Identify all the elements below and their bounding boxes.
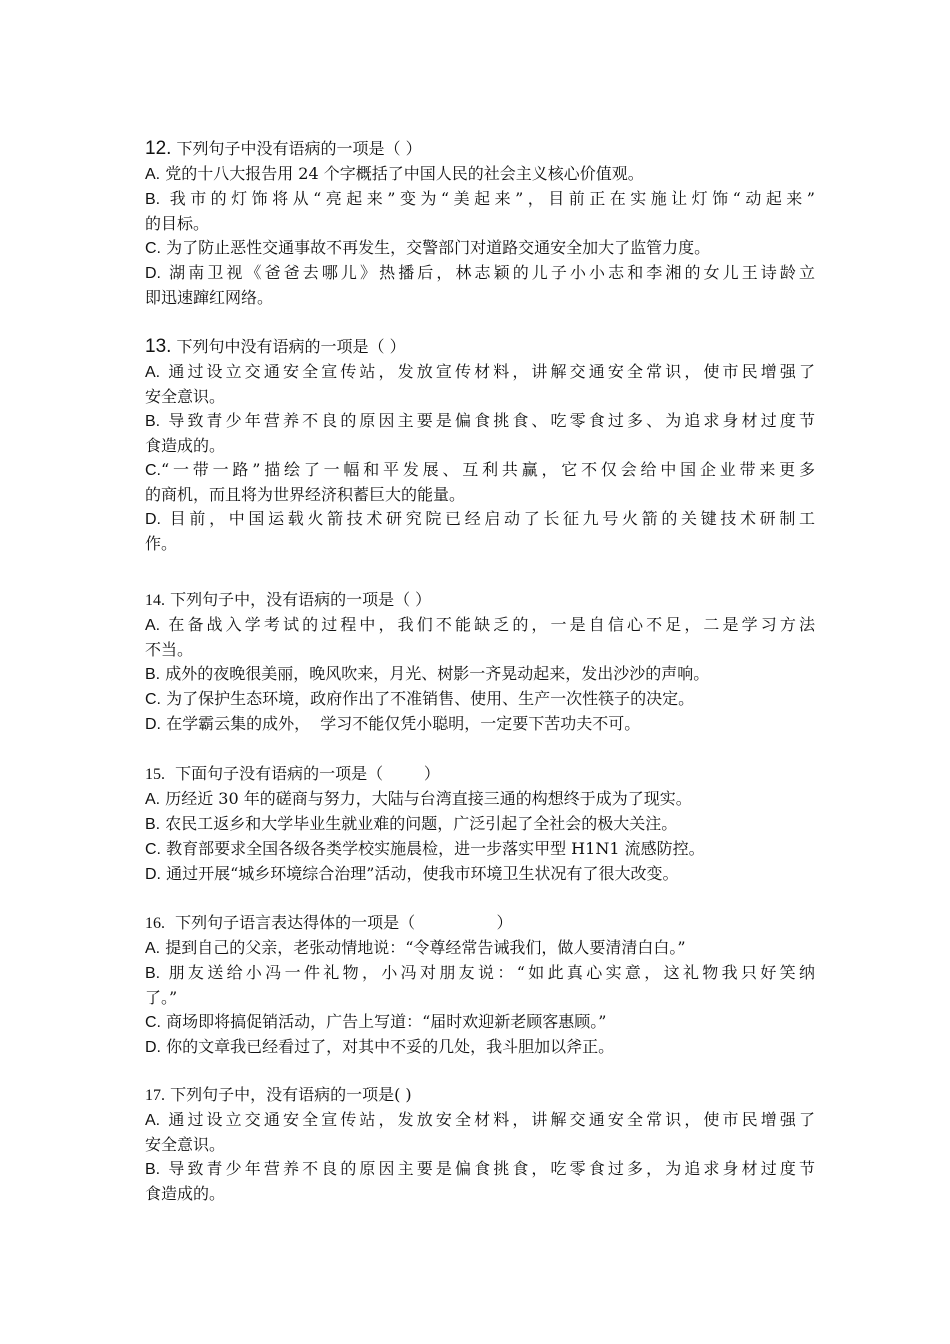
option-d xyxy=(145,862,815,887)
option-text-continued: 食造成的。 xyxy=(145,436,226,455)
option-text-continued: 即迅速蹿红网络。 xyxy=(145,288,274,307)
question-13 xyxy=(145,334,815,556)
question-text: 下列句子语言表达得体的一项是（ ） xyxy=(175,913,513,932)
option-b xyxy=(145,187,815,236)
option-a xyxy=(145,613,815,662)
option-text-continued: 了。” xyxy=(145,988,178,1007)
option-text: 朋友送给小冯一件礼物，小冯对朋友说：“如此真心实意，这礼物我只好笑纳 xyxy=(168,963,815,982)
option-b xyxy=(145,662,815,687)
option-text-continued: 不当。 xyxy=(145,640,194,659)
question-14 xyxy=(145,587,815,737)
option-a xyxy=(145,1108,815,1157)
option-letter: D. xyxy=(145,265,161,282)
option-text: 成外的夜晚很美丽，晚风吹来，月光、树影一齐晃动起来，发出沙沙的声响。 xyxy=(165,664,710,683)
option-text-continued: 的商机，而且将为世界经济积蓄巨大的能量。 xyxy=(145,485,466,504)
option-text: 为了防止恶性交通事故不再发生，交警部门对道路交通安全加大了监管力度。 xyxy=(166,238,711,257)
option-text: 历经近 30 年的磋商与努力，大陆与台湾直接三通的构想终于成为了现实。 xyxy=(165,789,692,808)
question-number: 12. xyxy=(145,138,172,159)
option-b xyxy=(145,812,815,837)
option-text-continued: 的目标。 xyxy=(145,214,210,233)
option-text: 在学霸云集的成外， 学习不能仅凭小聪明，一定要下苦功夫不可。 xyxy=(166,714,641,733)
question-text: 下面句子没有语病的一项是（ ） xyxy=(175,764,440,783)
option-text-continued: 食造成的。 xyxy=(145,1184,226,1203)
option-letter: C. xyxy=(145,240,161,257)
question-text: 下列句子中，没有语病的一项是（ ） xyxy=(170,590,432,609)
question-number: 16. xyxy=(145,915,165,932)
option-letter: B. xyxy=(145,413,161,430)
option-text: 为了保护生态环境，政府作出了不准销售、使用、生产一次性筷子的决定。 xyxy=(166,689,695,708)
question-number: 13. xyxy=(145,336,172,357)
question-title xyxy=(145,587,815,613)
question-title xyxy=(145,761,815,787)
option-text: 党的十八大报告用 24 个字概括了中国人民的社会主义核心价值观。 xyxy=(165,164,644,183)
option-d xyxy=(145,507,815,556)
option-text: 目前，中国运载火箭技术研究院已经启动了长征九号火箭的关键技术研制工 xyxy=(169,509,815,528)
option-d xyxy=(145,261,815,310)
option-text: 提到自己的父亲，老张动情地说：“令尊经常告诫我们，做人要清清白白。” xyxy=(165,938,686,957)
question-title xyxy=(145,334,815,360)
option-letter: A. xyxy=(145,166,161,183)
option-text: “一带一路”描绘了一幅和平发展、互利共赢，它不仅会给中国企业带来更多 xyxy=(161,460,815,479)
option-letter: B. xyxy=(145,191,161,208)
option-text: 农民工返乡和大学毕业生就业难的问题，广泛引起了全社会的极大关注。 xyxy=(165,814,678,833)
option-letter: C. xyxy=(145,841,161,858)
option-letter: A. xyxy=(145,1112,161,1129)
option-letter: A. xyxy=(145,364,161,381)
option-text: 你的文章我已经看过了，对其中不妥的几处，我斗胆加以斧正。 xyxy=(166,1037,615,1056)
question-number: 15. xyxy=(145,766,165,783)
question-title xyxy=(145,910,815,936)
option-c xyxy=(145,236,815,261)
option-b xyxy=(145,1157,815,1206)
option-text: 导致青少年营养不良的原因主要是偏食挑食，吃零食过多，为追求身材过度节 xyxy=(168,1159,815,1178)
option-text: 通过开展“城乡环境综合治理”活动，使我市环境卫生状况有了很大改变。 xyxy=(166,864,679,883)
question-title xyxy=(145,1082,815,1108)
question-12 xyxy=(145,136,815,310)
question-text: 下列句子中没有语病的一项是（ ） xyxy=(176,139,422,158)
question-17 xyxy=(145,1082,815,1206)
option-letter: A. xyxy=(145,940,161,957)
option-letter: D. xyxy=(145,866,161,883)
option-text: 通过设立交通安全宣传站，发放安全材料，讲解交通安全常识，使市民增强了 xyxy=(168,1110,815,1129)
option-a xyxy=(145,787,815,812)
option-a xyxy=(145,936,815,961)
option-d xyxy=(145,1035,815,1060)
question-number: 14. xyxy=(145,592,165,609)
option-text: 通过设立交通安全宣传站，发放宣传材料，讲解交通安全常识，使市民增强了 xyxy=(168,362,815,381)
option-text: 导致青少年营养不良的原因主要是偏食挑食、吃零食过多、为追求身材过度节 xyxy=(168,411,815,430)
option-text-continued: 作。 xyxy=(145,534,178,553)
question-text: 下列句子中，没有语病的一项是( ) xyxy=(170,1085,412,1104)
option-c xyxy=(145,687,815,712)
option-letter: D. xyxy=(145,1039,161,1056)
option-letter: B. xyxy=(145,816,161,833)
option-text: 湖南卫视《爸爸去哪儿》热播后，林志颖的儿子小小志和李湘的女儿王诗龄立 xyxy=(169,263,815,282)
option-letter: A. xyxy=(145,617,161,634)
question-text: 下列句中没有语病的一项是（ ） xyxy=(176,337,406,356)
option-c xyxy=(145,458,815,507)
option-letter: A. xyxy=(145,791,161,808)
option-letter: C. xyxy=(145,691,161,708)
option-letter: B. xyxy=(145,666,161,683)
question-title xyxy=(145,136,815,162)
option-letter: C. xyxy=(145,462,161,479)
question-16 xyxy=(145,910,815,1060)
option-c xyxy=(145,1010,815,1035)
option-a xyxy=(145,360,815,409)
option-letter: B. xyxy=(145,965,161,982)
option-d xyxy=(145,712,815,737)
question-15 xyxy=(145,761,815,887)
option-letter: B. xyxy=(145,1161,161,1178)
option-c xyxy=(145,837,815,862)
option-text: 在备战入学考试的过程中，我们不能缺乏的，一是自信心不足，二是学习方法 xyxy=(168,615,815,634)
option-b xyxy=(145,409,815,458)
option-a xyxy=(145,162,815,187)
option-text-continued: 安全意识。 xyxy=(145,387,226,406)
option-b xyxy=(145,961,815,1010)
option-text: 商场即将搞促销活动，广告上写道：“届时欢迎新老顾客惠顾。” xyxy=(166,1012,607,1031)
question-number: 17. xyxy=(145,1087,165,1104)
option-letter: D. xyxy=(145,716,161,733)
option-text-continued: 安全意识。 xyxy=(145,1135,226,1154)
option-text: 我市的灯饰将从“亮起来”变为“美起来”，目前正在实施让灯饰“动起来” xyxy=(169,189,815,208)
option-text: 教育部要求全国各级各类学校实施晨检，进一步落实甲型 H1N1 流感防控。 xyxy=(166,839,705,858)
option-letter: C. xyxy=(145,1014,161,1031)
option-letter: D. xyxy=(145,511,161,528)
